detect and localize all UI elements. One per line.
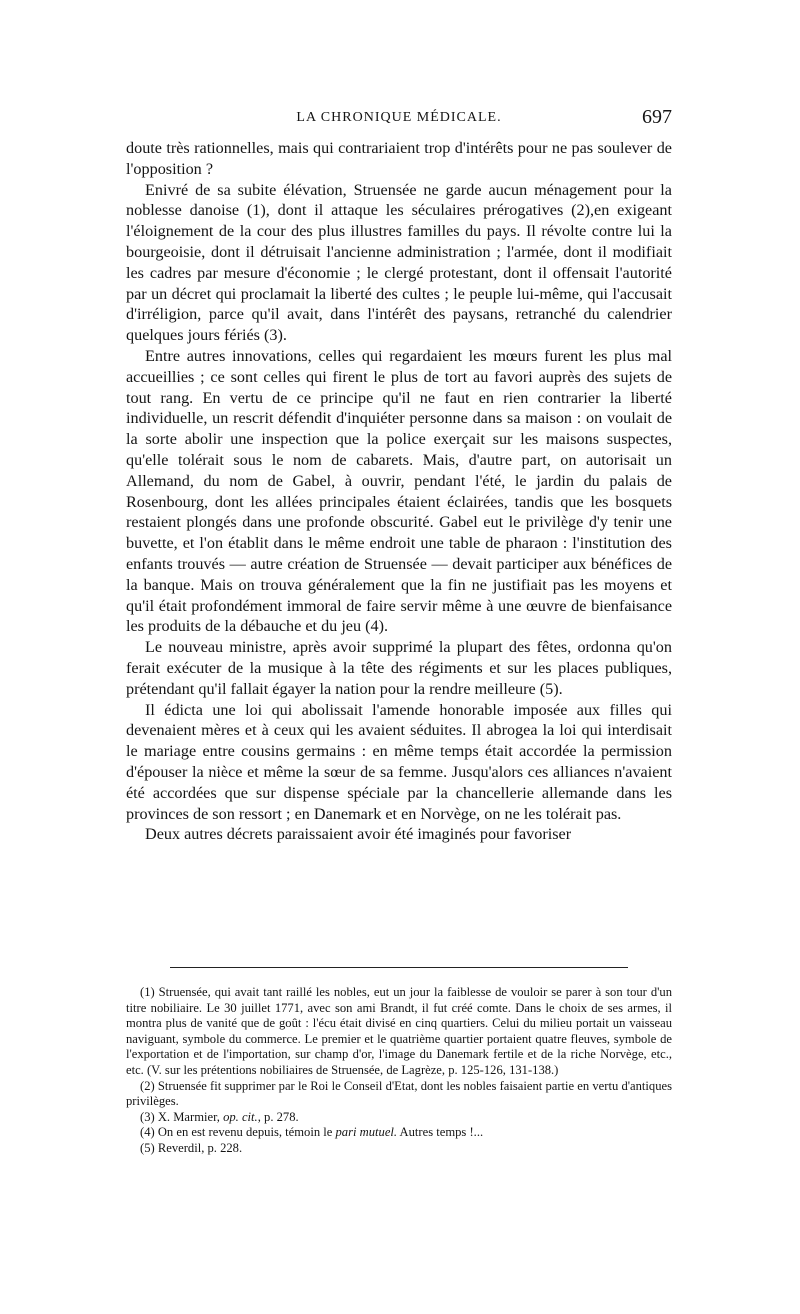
paragraph: Entre autres innovations, celles qui regardaient les mœurs furent les plus mal accueillies ; ce sont celles qui firent le plus de tort au favori auprès des sujets de tout rang. En vertu de ce principe qu'il ne faut en rien contrarier la liberté individuelle, un rescrit défendit d'inquiéter personne dans sa maison : on voulait de la sorte abolir une inspection que la police exerçait sur les maisons suspectes, qu'elle tolérait sous le nom de cabarets. Mais, d'autre part, on autorisait un Allemand, du nom de Gabel, à ouvrir, pendant l'été, le jardin du palais de Rosenbourg, dont les allées principales étaient éclairées, tandis que les bosquets restaient plongés dans une profonde obscurité. Gabel eut le privilège d'y tenir une buvette, et l'on établit dans le même endroit une table de pharaon : l'institution des enfants trouvés — autre création de Struensée — devait participer aux bénéfices de la banque. Mais on trouva généralement que la fin ne justifiait pas les moyens et qu'il était profondément immoral de faire servir même à une œuvre de bienfaisance les produits de la débauche et du jeu (4). bbox=[126, 346, 672, 636]
main-text bbox=[126, 138, 672, 845]
footnote-4-text: (4) On en est revenu depuis, témoin le bbox=[140, 1125, 336, 1140]
paragraph: Il édicta une loi qui abolissait l'amende honorable imposée aux filles qui devenaient mères et à ceux qui les avaient séduites. Il abrogea la loi qui interdisait le mariage entre cousins germains : en même temps était accordée la permission d'épouser la nièce et même la sœur de sa femme. Jusqu'alors ces alliances n'avaient été accordées que sur dispense spéciale par la chancellerie allemande dans les provinces de son ressort ; en Danemark et en Norvège, on ne les tolérait pas. bbox=[126, 700, 672, 823]
footnote-1: (1) Struensée, qui avait tant raillé les nobles, eut un jour la faiblesse de vouloir se parer à son tour d'un titre nobiliaire. Le 30 juillet 1771, avec son ami Brandt, il fut créé comte. Dans le choix de ses armes, il montra plus de vanité que de goût : l'écu était divisé en cinq quartiers. Celui du milieu portait un vaisseau naviguant, symbole du commerce. Le premier et le quatrième quartier portaient quatre fleuves, symbole de l'exportation et de l'importation, sur champ d'or, l'image du Danemark fertile et de la riche Norvège, etc., etc. (V. sur les prétentions nobiliaires de Struensée, de Lagrèze, p. 125-126, 131-138.) bbox=[126, 985, 672, 1077]
footnote-4-italic: pari mutuel. bbox=[335, 1125, 398, 1140]
footnote-4 bbox=[126, 1125, 672, 1141]
paragraph: Le nouveau ministre, après avoir supprimé la plupart des fêtes, ordonna qu'on ferait exécuter de la musique à la tête des régiments et sur les places publiques, prétendant qu'il fallait égayer la nation pour la rendre meilleure (5). bbox=[126, 638, 672, 698]
footnote-2: (2) Struensée fit supprimer par le Roi le Conseil d'Etat, dont les nobles faisaient partie en vertu d'antiques privilèges. bbox=[126, 1078, 672, 1109]
paragraph: Enivré de sa subite élévation, Struensée ne garde aucun ménagement pour la noblesse danoise (1), dont il attaque les séculaires prérogatives (2),en exigeant l'éloignement de la cour des plus illustres familles du pays. Il révolte contre lui la bourgeoisie, dont il détruisait l'ancienne administration ; l'armée, dont il modifiait les cadres par mesure d'économie ; le clergé protestant, dont il offensait l'autorité par un décret qui proclamait la liberté des cultes ; le peuple lui-même, qui l'accusait d'irréligion, parce qu'il avait, dans l'intérêt des paysans, retranché du calendrier quelques jours fériés (3). bbox=[126, 180, 672, 345]
page-header bbox=[126, 106, 672, 132]
page-number: 697 bbox=[642, 106, 672, 128]
footnote-4-tail: Autres temps !... bbox=[397, 1125, 484, 1140]
running-head: LA CHRONIQUE MÉDICALE. bbox=[296, 110, 502, 125]
footnote-5: (5) Reverdil, p. 228. bbox=[140, 1140, 243, 1155]
paragraph: Deux autres décrets paraissaient avoir été imaginés pour favoriser bbox=[145, 825, 572, 844]
footnote-3 bbox=[126, 1110, 672, 1126]
footnote-separator bbox=[170, 967, 628, 968]
footnote-3-text: (3) X. Marmier, bbox=[140, 1109, 224, 1124]
paragraph-continued: doute très rationnelles, mais qui contrariaient trop d'intérêts pour ne pas soulever de l'opposition ? bbox=[126, 139, 672, 178]
footnote-3-tail: , p. 278. bbox=[257, 1109, 299, 1124]
footnote-3-italic: op. cit. bbox=[223, 1109, 258, 1124]
footnotes bbox=[126, 985, 672, 1157]
